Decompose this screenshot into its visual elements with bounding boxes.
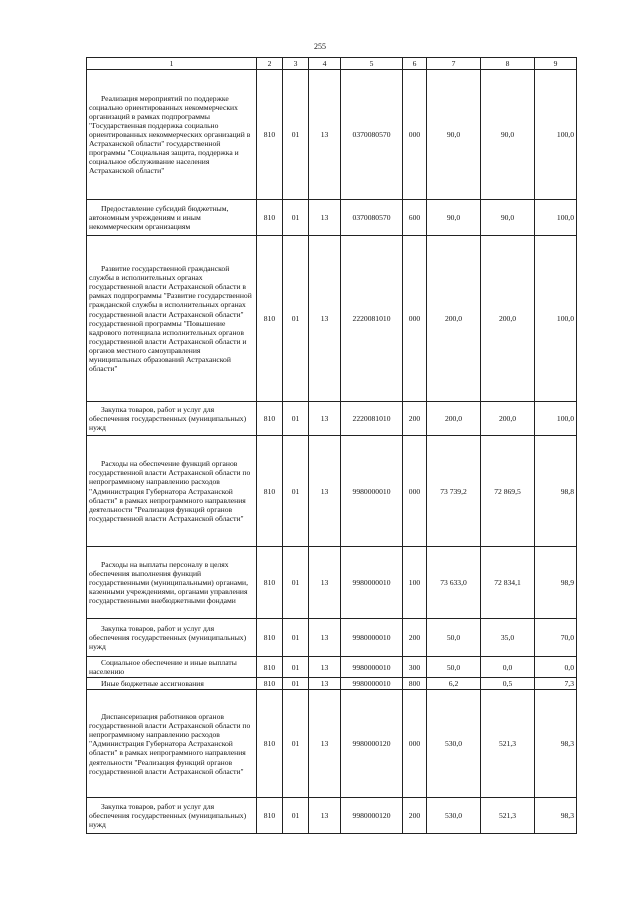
cell-subsection: 13 — [309, 200, 341, 236]
cell-expense-type: 000 — [403, 70, 427, 200]
cell-percent: 70,0 — [535, 619, 577, 657]
cell-executed-amount: 72 834,1 — [481, 547, 535, 619]
column-header: 1 — [87, 58, 257, 70]
cell-percent: 7,3 — [535, 678, 577, 690]
cell-expense-type: 000 — [403, 436, 427, 547]
column-header: 5 — [341, 58, 403, 70]
cell-section: 01 — [283, 70, 309, 200]
cell-percent: 100,0 — [535, 236, 577, 402]
cell-section: 01 — [283, 657, 309, 678]
cell-code-ministry: 810 — [257, 547, 283, 619]
table-row — [87, 798, 577, 834]
row-description-text: Закупка товаров, работ и услуг для обеспечения государственных (муниципальных) нужд — [89, 623, 247, 652]
cell-section: 01 — [283, 200, 309, 236]
cell-expense-type: 200 — [403, 619, 427, 657]
row-description — [87, 200, 257, 236]
column-header: 3 — [283, 58, 309, 70]
cell-code-ministry: 810 — [257, 436, 283, 547]
row-description-text: Предоставление субсидий бюджетным, автономным учреждениям и иным некоммерческим организациям — [89, 203, 229, 232]
row-description-text: Закупка товаров, работ и услуг для обеспечения государственных (муниципальных) нужд — [89, 802, 247, 830]
cell-target-article: 9980000010 — [341, 619, 403, 657]
row-description — [87, 657, 257, 678]
cell-target-article: 9980000010 — [341, 547, 403, 619]
cell-executed-amount: 200,0 — [481, 402, 535, 436]
cell-percent: 100,0 — [535, 70, 577, 200]
column-header: 6 — [403, 58, 427, 70]
cell-expense-type: 600 — [403, 200, 427, 236]
cell-planned-amount: 90,0 — [427, 200, 481, 236]
cell-subsection: 13 — [309, 657, 341, 678]
cell-executed-amount: 0,0 — [481, 657, 535, 678]
column-header: 2 — [257, 58, 283, 70]
cell-section: 01 — [283, 678, 309, 690]
column-header: 8 — [481, 58, 535, 70]
cell-subsection: 13 — [309, 436, 341, 547]
cell-section: 01 — [283, 402, 309, 436]
table-row — [87, 547, 577, 619]
cell-expense-type: 800 — [403, 678, 427, 690]
row-description — [87, 402, 257, 436]
cell-planned-amount: 6,2 — [427, 678, 481, 690]
cell-planned-amount: 73 633,0 — [427, 547, 481, 619]
row-description-text: Расходы на обеспечение функций органов государственной власти Астраханской области по непрограммному направлению расходов "Администрация Губернатора Астраханской области" в рамках непрограммного направления деятельности "Реализация функций органов государственной власти Астраханской области" — [89, 459, 251, 523]
cell-executed-amount: 0,5 — [481, 678, 535, 690]
cell-executed-amount: 521,3 — [481, 798, 535, 834]
cell-target-article: 9980000010 — [341, 678, 403, 690]
table-row — [87, 402, 577, 436]
row-description-text: Диспансеризация работников органов государственной власти Астраханской области по непрограммному направлению расходов "Администрация Губернатора Астраханской области" в рамках непрограммного направления деятельности "Реализация функций органов государственной власти Астраханской области" — [89, 712, 251, 776]
table-row — [87, 70, 577, 200]
cell-percent: 98,8 — [535, 436, 577, 547]
cell-planned-amount: 90,0 — [427, 70, 481, 200]
row-description — [87, 70, 257, 200]
cell-code-ministry: 810 — [257, 678, 283, 690]
row-description-text: Социальное обеспечение и иные выплаты населению — [89, 658, 237, 677]
page-number: 255 — [314, 42, 326, 51]
budget-table — [86, 57, 577, 834]
cell-executed-amount: 35,0 — [481, 619, 535, 657]
cell-code-ministry: 810 — [257, 402, 283, 436]
cell-percent: 98,9 — [535, 547, 577, 619]
header-row — [87, 58, 577, 70]
cell-subsection: 13 — [309, 236, 341, 402]
table-row — [87, 619, 577, 657]
cell-planned-amount: 73 739,2 — [427, 436, 481, 547]
cell-subsection: 13 — [309, 547, 341, 619]
row-description-text: Развитие государственной гражданской службы в исполнительных органах государственной власти Астраханской области в рамках подпрограммы "Развитие государственной гражданской службы в исполнительных органах государственной власти Астраханской области" государственной программы "Повышение кадрового потенциала исполнительных органов государственной власти Астраханской области и органов местного самоуправления муниципальных образований Астраханской области" — [89, 263, 252, 374]
cell-target-article: 9980000120 — [341, 798, 403, 834]
table-row — [87, 200, 577, 236]
cell-target-article: 2220081010 — [341, 402, 403, 436]
cell-planned-amount: 50,0 — [427, 657, 481, 678]
cell-expense-type: 100 — [403, 547, 427, 619]
cell-percent: 98,3 — [535, 798, 577, 834]
row-description — [87, 436, 257, 547]
cell-expense-type: 300 — [403, 657, 427, 678]
cell-subsection: 13 — [309, 690, 341, 798]
column-header: 4 — [309, 58, 341, 70]
table-row — [87, 690, 577, 798]
row-description — [87, 690, 257, 798]
table-row — [87, 678, 577, 690]
row-description — [87, 547, 257, 619]
table-row — [87, 436, 577, 547]
cell-target-article: 9980000120 — [341, 690, 403, 798]
cell-executed-amount: 90,0 — [481, 70, 535, 200]
column-header: 9 — [535, 58, 577, 70]
cell-target-article: 0370080570 — [341, 70, 403, 200]
cell-subsection: 13 — [309, 619, 341, 657]
cell-code-ministry: 810 — [257, 657, 283, 678]
cell-code-ministry: 810 — [257, 200, 283, 236]
cell-planned-amount: 50,0 — [427, 619, 481, 657]
column-header: 7 — [427, 58, 481, 70]
cell-code-ministry: 810 — [257, 619, 283, 657]
cell-percent: 98,3 — [535, 690, 577, 798]
cell-expense-type: 000 — [403, 236, 427, 402]
cell-percent: 100,0 — [535, 402, 577, 436]
row-description — [87, 236, 257, 402]
row-description-text: Закупка товаров, работ и услуг для обеспечения государственных (муниципальных) нужд — [89, 404, 247, 433]
cell-executed-amount: 72 869,5 — [481, 436, 535, 547]
row-description — [87, 678, 257, 690]
cell-code-ministry: 810 — [257, 798, 283, 834]
row-description — [87, 619, 257, 657]
row-description — [87, 798, 257, 834]
row-description-text: Реализация мероприятий по поддержке социально ориентированных некоммерческих организаций в рамках подпрограммы "Государственная поддержка социально ориентированных некоммерческих организаций в Астраханской области" государственной программы "Социальная защита, поддержка и социальное обслуживание населения Астраханской области" — [89, 93, 251, 176]
cell-target-article: 0370080570 — [341, 200, 403, 236]
row-description-text: Иные бюджетные ассигнования — [101, 679, 204, 689]
cell-section: 01 — [283, 798, 309, 834]
cell-code-ministry: 810 — [257, 236, 283, 402]
cell-target-article: 9980000010 — [341, 657, 403, 678]
cell-subsection: 13 — [309, 678, 341, 690]
cell-expense-type: 200 — [403, 798, 427, 834]
cell-section: 01 — [283, 619, 309, 657]
cell-planned-amount: 530,0 — [427, 690, 481, 798]
table-row — [87, 236, 577, 402]
cell-code-ministry: 810 — [257, 70, 283, 200]
cell-executed-amount: 90,0 — [481, 200, 535, 236]
cell-planned-amount: 530,0 — [427, 798, 481, 834]
cell-expense-type: 000 — [403, 690, 427, 798]
cell-subsection: 13 — [309, 70, 341, 200]
cell-subsection: 13 — [309, 798, 341, 834]
table-row — [87, 657, 577, 678]
cell-code-ministry: 810 — [257, 690, 283, 798]
cell-target-article: 9980000010 — [341, 436, 403, 547]
row-description-text: Расходы на выплаты персоналу в целях обеспечения выполнения функций государственными (муниципальными) органами, казенными учреждениями, органами управления государственными внебюджетными фондами — [89, 559, 249, 606]
cell-section: 01 — [283, 436, 309, 547]
cell-target-article: 2220081010 — [341, 236, 403, 402]
cell-percent: 100,0 — [535, 200, 577, 236]
cell-section: 01 — [283, 236, 309, 402]
cell-expense-type: 200 — [403, 402, 427, 436]
cell-subsection: 13 — [309, 402, 341, 436]
cell-percent: 0,0 — [535, 657, 577, 678]
cell-executed-amount: 200,0 — [481, 236, 535, 402]
cell-planned-amount: 200,0 — [427, 402, 481, 436]
cell-executed-amount: 521,3 — [481, 690, 535, 798]
cell-section: 01 — [283, 690, 309, 798]
cell-section: 01 — [283, 547, 309, 619]
cell-planned-amount: 200,0 — [427, 236, 481, 402]
